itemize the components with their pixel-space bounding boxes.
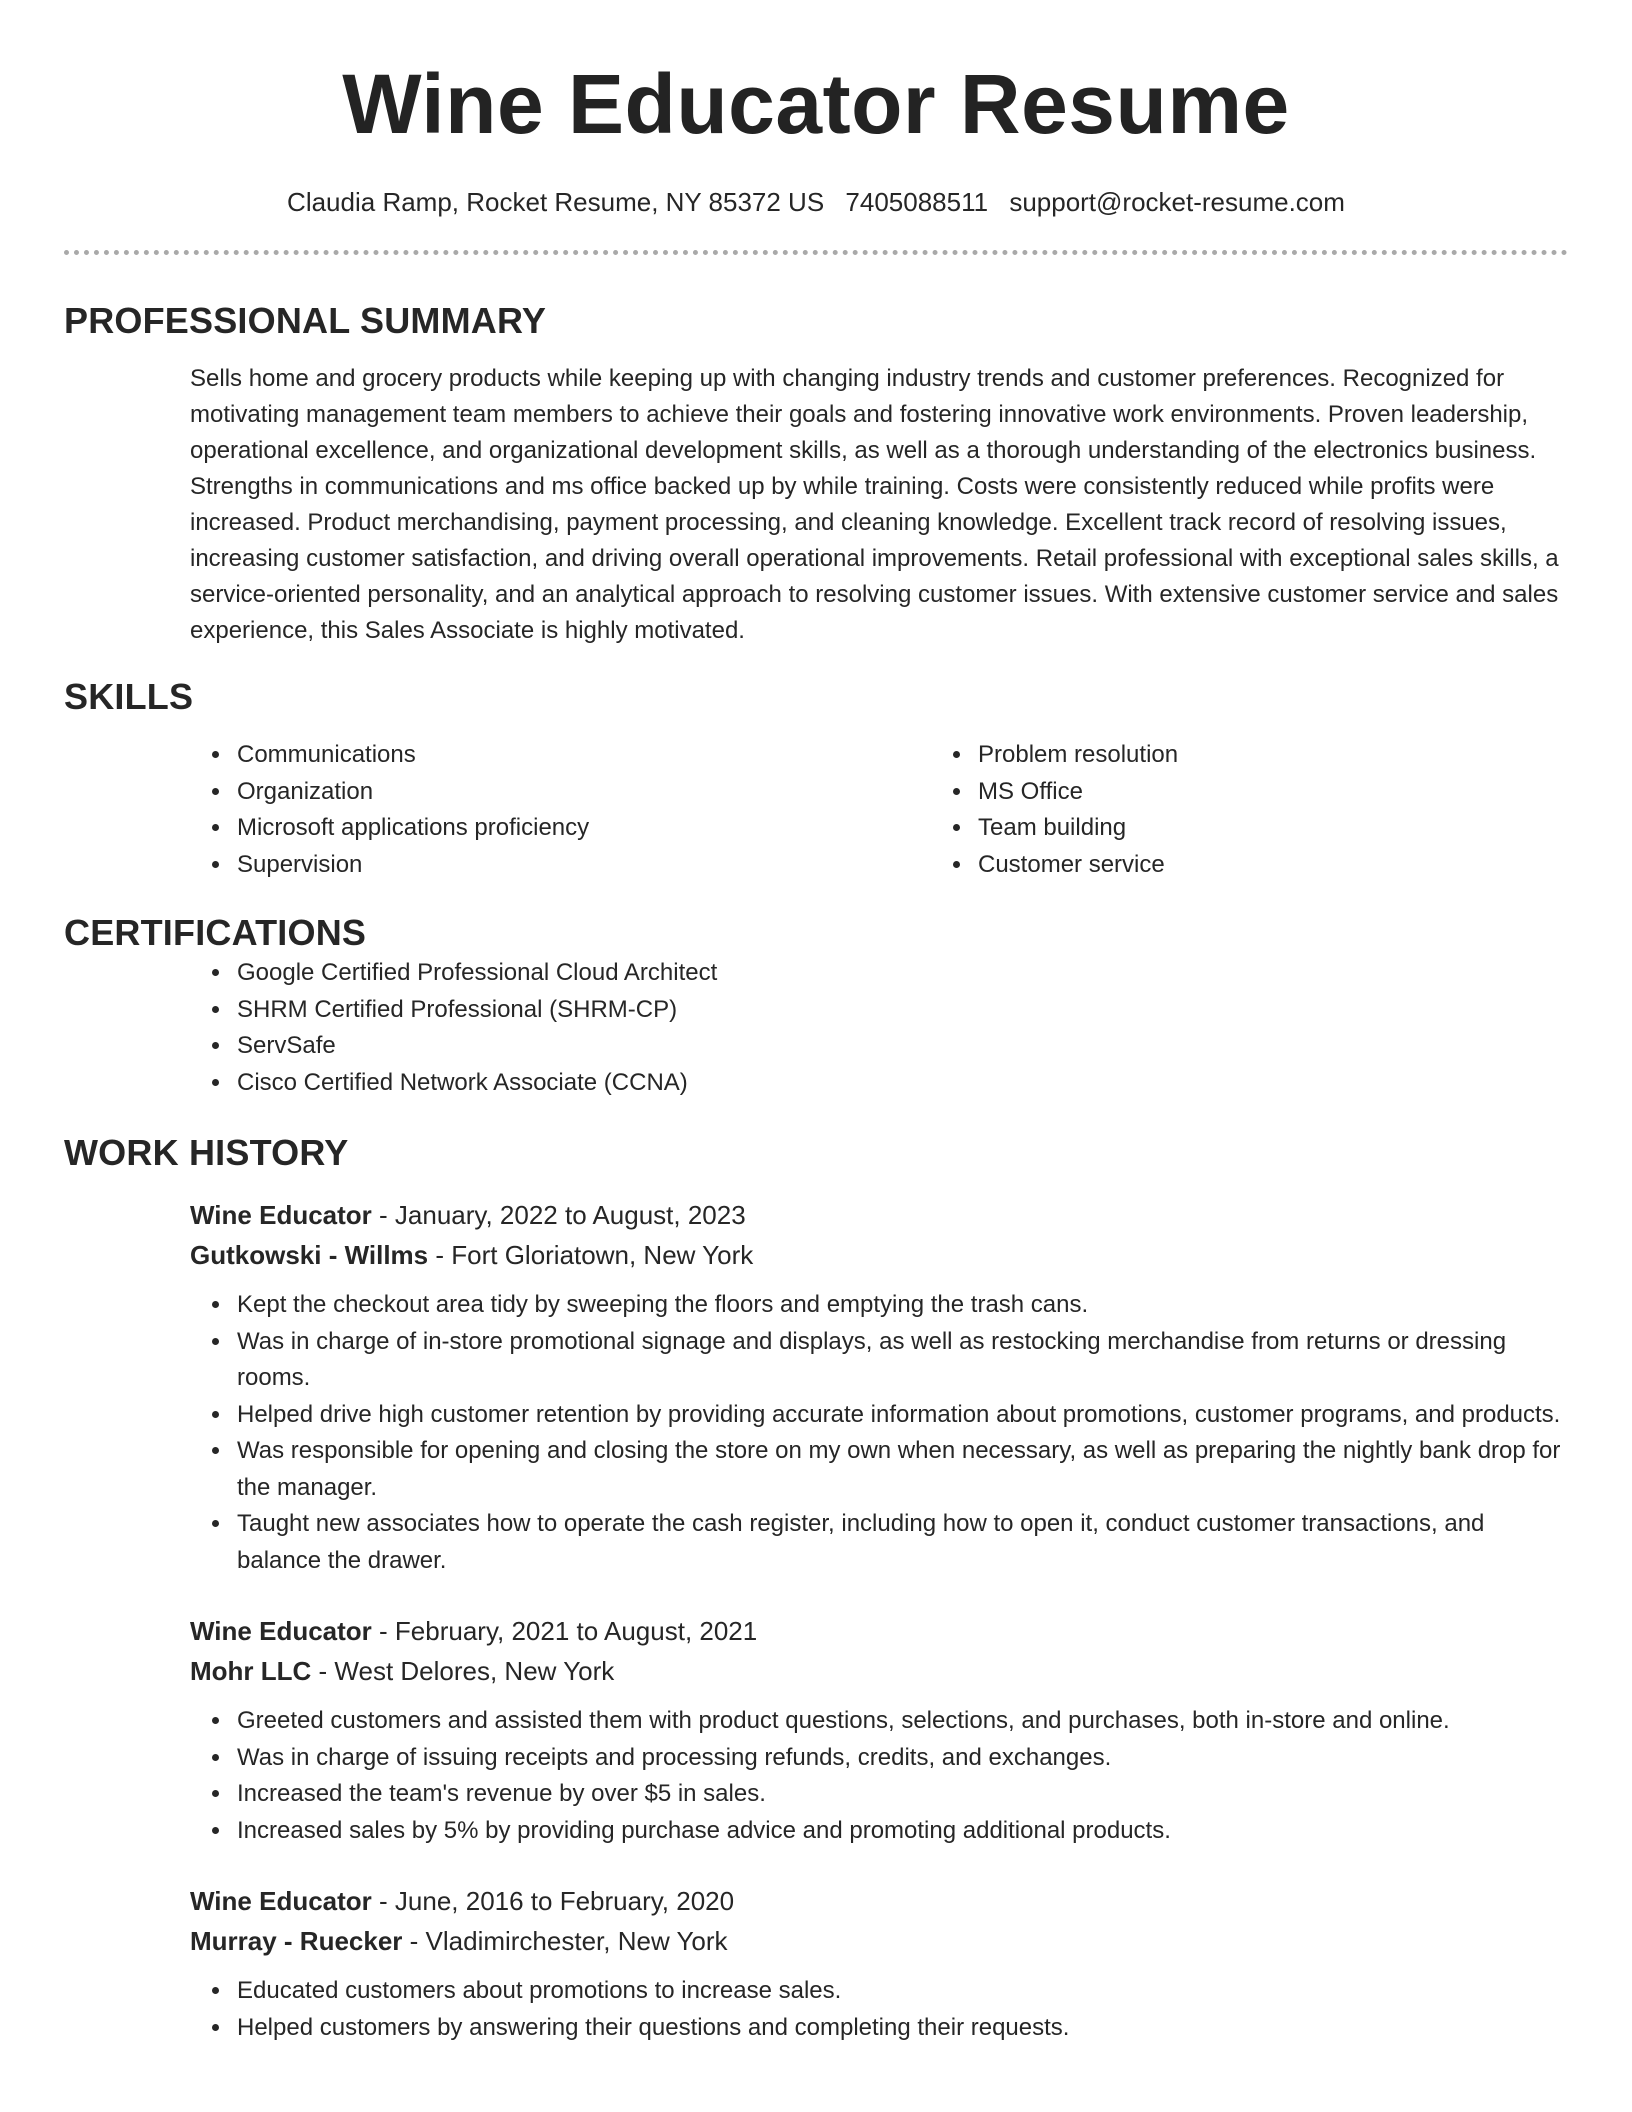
contact-address: Claudia Ramp, Rocket Resume, NY 85372 US <box>287 187 825 217</box>
job-duty: • Was in charge of in-store promotional signage and displays, as well as restocking merchandise from returns or dressing rooms. <box>233 1324 1568 1397</box>
certification-item: • Cisco Certified Network Associate (CCNA) <box>233 1065 1568 1102</box>
certifications-heading: CERTIFICATIONS <box>64 912 367 953</box>
skill-item: • Supervision <box>233 847 744 884</box>
resume-title: Wine Educator Resume <box>342 57 1290 151</box>
skills-column-left <box>64 737 744 883</box>
job-duty: • Kept the checkout area tidy by sweeping the floors and emptying the trash cans. <box>233 1287 1568 1324</box>
job-company-line <box>190 1235 1568 1275</box>
skills-column-right <box>744 737 1178 883</box>
job-duties <box>190 1973 1568 2046</box>
certification-item: • ServSafe <box>233 1028 1568 1065</box>
skill-item: • Communications <box>233 737 744 774</box>
skill-item: • Team building <box>974 810 1178 847</box>
skill-item: • Organization <box>233 774 744 811</box>
job-dates: - January, 2022 to August, 2023 <box>371 1200 746 1230</box>
job-title-line <box>190 1611 1568 1651</box>
job-title-line <box>190 1881 1568 1921</box>
header-divider <box>64 250 1568 255</box>
job-company: Gutkowski - Willms <box>190 1240 429 1270</box>
job-location: - West Delores, New York <box>311 1656 615 1686</box>
job-duty: • Was in charge of issuing receipts and processing refunds, credits, and exchanges. <box>233 1740 1568 1777</box>
job-entry <box>190 1881 1568 2046</box>
contact-phone: 7405088511 <box>845 187 989 217</box>
summary-text: Sells home and grocery products while keeping up with changing industry trends and customer preferences. Recognized for motivating management team members to achieve their goals and fostering innovative work environments. Proven leadership, operational excellence, and organizational development skills, as well as a thorough understanding of the electronics business. Strengths in communications and ms office backed up by while training. Costs were consistently reduced while profits were increased. Product merchandising, payment processing, and cleaning knowledge. Excellent track record of resolving issues, increasing customer satisfaction, and driving overall operational improvements. Retail professional with exceptional sales skills, a service-oriented personality, and an analytical approach to resolving customer issues. With extensive customer service and sales experience, this Sales Associate is highly motivated. <box>190 365 1559 644</box>
skill-item: • MS Office <box>974 774 1178 811</box>
job-duty: • Helped drive high customer retention by providing accurate information about promotions, customer programs, and products. <box>233 1397 1568 1434</box>
certifications-list <box>64 955 1568 1101</box>
job-company-line <box>190 1921 1568 1961</box>
job-duty: • Taught new associates how to operate the cash register, including how to open it, conduct customer transactions, and balance the drawer. <box>233 1506 1568 1579</box>
job-location: - Vladimirchester, New York <box>402 1926 728 1956</box>
summary-heading: PROFESSIONAL SUMMARY <box>64 300 547 341</box>
job-duty: • Increased the team's revenue by over $5 in sales. <box>233 1776 1568 1813</box>
job-entry <box>190 1195 1568 1579</box>
skills-list <box>64 737 1568 883</box>
job-title: Wine Educator <box>190 1886 372 1916</box>
certification-item: • SHRM Certified Professional (SHRM-CP) <box>233 992 1568 1029</box>
job-title-line <box>190 1195 1568 1235</box>
contact-info <box>64 186 1568 218</box>
job-duty: • Educated customers about promotions to increase sales. <box>233 1973 1568 2010</box>
job-duty: • Increased sales by 5% by providing purchase advice and promoting additional products. <box>233 1813 1568 1850</box>
job-company: Murray - Ruecker <box>190 1926 403 1956</box>
job-duties <box>190 1703 1568 1849</box>
job-duties <box>190 1287 1568 1579</box>
job-duty: • Was responsible for opening and closing the store on my own when necessary, as well as preparing the nightly bank drop for the manager. <box>233 1433 1568 1506</box>
job-title: Wine Educator <box>190 1616 372 1646</box>
job-dates: - February, 2021 to August, 2021 <box>371 1616 758 1646</box>
job-title: Wine Educator <box>190 1200 372 1230</box>
job-location: - Fort Gloriatown, New York <box>428 1240 754 1270</box>
job-company: Mohr LLC <box>190 1656 312 1686</box>
work-history-heading: WORK HISTORY <box>64 1132 349 1173</box>
skill-item: • Customer service <box>974 847 1178 884</box>
job-duty: • Helped customers by answering their questions and completing their requests. <box>233 2010 1568 2047</box>
job-company-line <box>190 1651 1568 1691</box>
certification-item: • Google Certified Professional Cloud Architect <box>233 955 1568 992</box>
skill-item: • Microsoft applications proficiency <box>233 810 744 847</box>
job-entry <box>190 1611 1568 1849</box>
skill-item: • Problem resolution <box>974 737 1178 774</box>
job-dates: - June, 2016 to February, 2020 <box>371 1886 735 1916</box>
contact-email: support@rocket-resume.com <box>1009 187 1345 217</box>
job-duty: • Greeted customers and assisted them with product questions, selections, and purchases, both in-store and online. <box>233 1703 1568 1740</box>
skills-heading: SKILLS <box>64 676 194 717</box>
